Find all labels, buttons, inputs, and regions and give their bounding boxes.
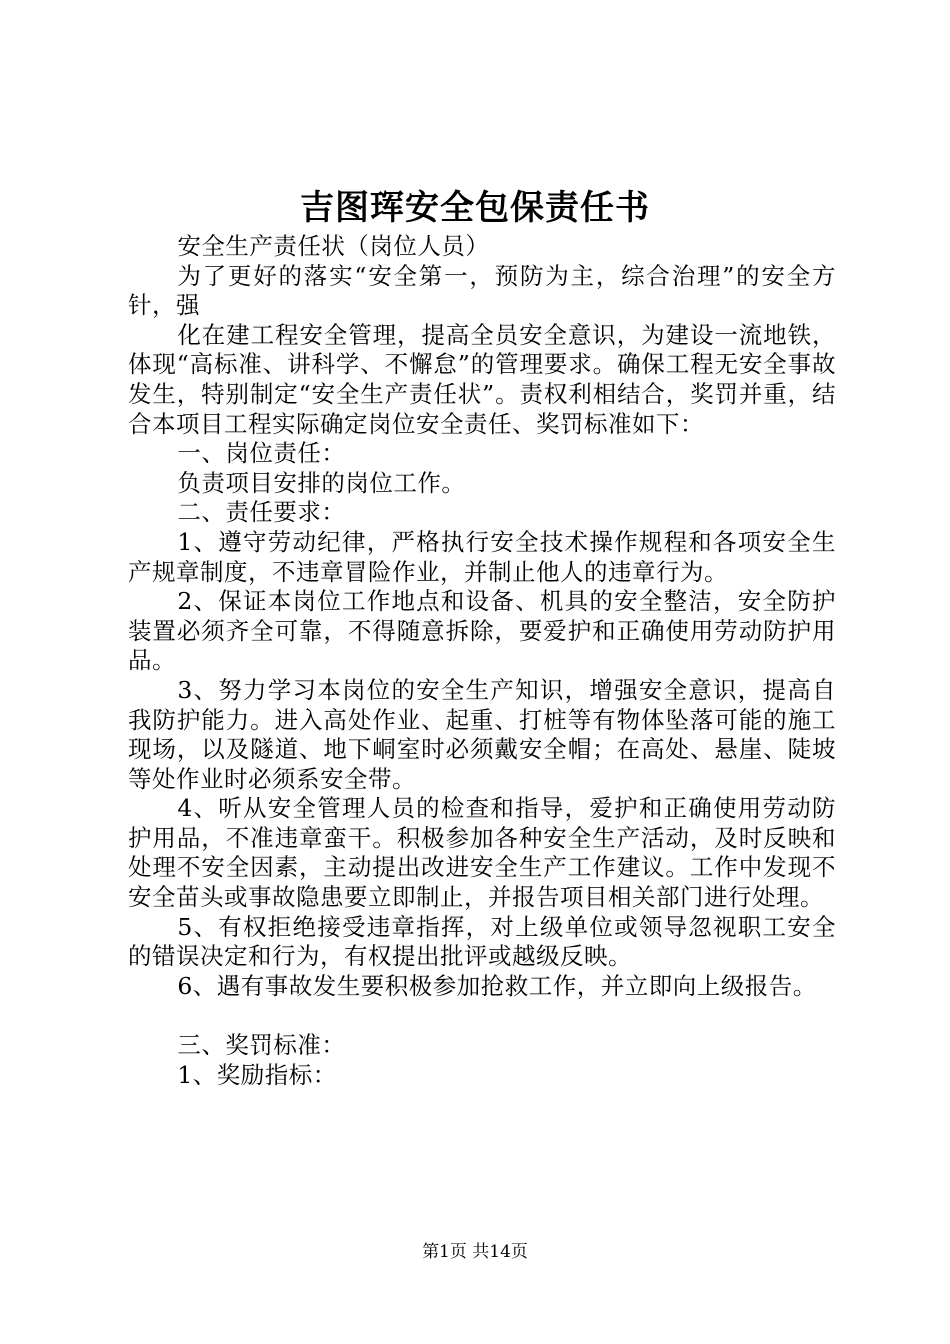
requirement-item-1: 1、遵守劳动纪律，严格执行安全技术操作规程和各项安全生产规章制度，不违章冒险作业，并制止他人的违章行为。 xyxy=(128,527,836,586)
paragraph-subtitle: 安全生产责任状（岗位人员） xyxy=(177,232,490,260)
section-heading-rewards: 三、奖罚标准： xyxy=(177,1031,346,1060)
requirement-item-6: 6、遇有事故发生要积极参加抢救工作，并立即向上级报告。 xyxy=(177,971,817,1000)
document-title: 吉图珲安全包保责任书 xyxy=(300,188,650,228)
paragraph-intro-continued: 化在建工程安全管理，提高全员安全意识，为建设一流地铁，体现“高标准、讲科学、不懈怠”的管理要求。确保工程无安全事故发生，特别制定“安全生产责任状”。责权利相结合，奖罚并重，结合本项目工程实际确定岗位安全责任、奖罚标准如下： xyxy=(128,320,836,438)
paragraph-intro: 为了更好的落实“安全第一，预防为主，综合治理”的安全方针，强 xyxy=(128,261,836,320)
requirement-item-3: 3、努力学习本岗位的安全生产知识，增强安全意识，提高自我防护能力。进入高处作业、起重、打桩等有物体坠落可能的施工现场，以及隧道、地下峒室时必须戴安全帽；在高处、悬崖、陡坡等处作业时必须系安全带。 xyxy=(128,675,836,793)
section-heading-duty: 一、岗位责任： xyxy=(177,439,346,468)
section-heading-requirements: 二、责任要求： xyxy=(177,498,346,527)
page-footer: 第1页 共14页 xyxy=(422,1242,528,1262)
requirement-item-2: 2、保证本岗位工作地点和设备、机具的安全整洁，安全防护装置必须齐全可靠，不得随意拆除，要爱护和正确使用劳动防护用品。 xyxy=(128,587,836,675)
requirement-item-4: 4、听从安全管理人员的检查和指导，爱护和正确使用劳动防护用品，不准违章蛮干。积极参加各种安全生产活动，及时反映和处理不安全因素，主动提出改进安全生产工作建议。工作中发现不安全苗头或事故隐患要立即制止，并报告项目相关部门进行处理。 xyxy=(128,794,836,912)
paragraph-duty: 负责项目安排的岗位工作。 xyxy=(177,468,466,497)
requirement-item-5: 5、有权拒绝接受违章指挥，对上级单位或领导忽视职工安全的错误决定和行为，有权提出批评或越级反映。 xyxy=(128,912,836,971)
document-body xyxy=(128,232,836,1090)
reward-item-1: 1、奖励指标： xyxy=(177,1060,337,1089)
